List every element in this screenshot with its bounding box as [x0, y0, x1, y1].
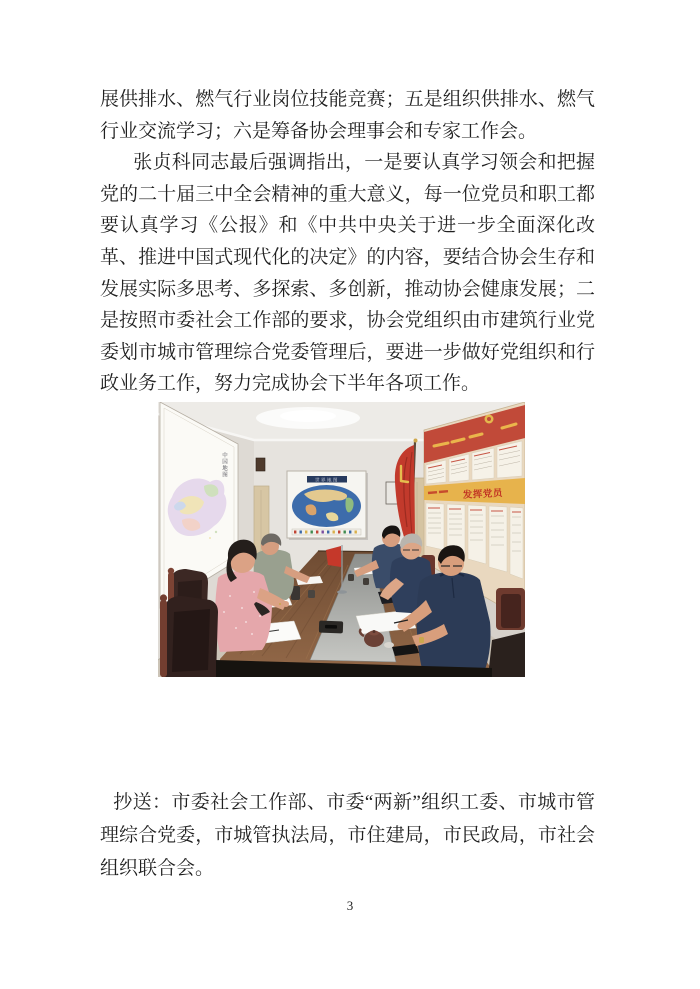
cc-note: 抄送：市委社会工作部、市委“两新”组织工委、市城市管理综合党委，市城管执法局，市住建局，市民政局，市社会组织联合会。 — [100, 792, 595, 879]
meeting-room-scene — [158, 402, 525, 677]
cup — [308, 590, 315, 598]
body-text — [100, 84, 595, 400]
cup — [363, 578, 369, 585]
paragraph-continued: 展供排水、燃气行业岗位技能竞赛；五是组织供排水、燃气行业交流学习；六是筹备协会理事会和专家工作会。 — [100, 89, 595, 142]
china-map-title: 中国地图 — [221, 452, 227, 478]
board-headline: 发挥党员 — [462, 488, 504, 501]
cable-box — [319, 621, 343, 634]
wall-plaque — [256, 458, 265, 471]
paragraph-speech: 张贞科同志最后强调指出，一是要认真学习领会和把握党的二十届三中全会精神的重大意义，每一位党员和职工都要认真学习《公报》和《中共中央关于进一步全面深化改革、推进中国式现代化的决定》的内容，要结合协会生存和发展实际多思考、多探索、多创新，推动协会健康发展；二是按照市委社会工作部的要求，协会党组织由市建筑行业党委划市城市管理综合党委管理后，要进一步做好党组织和行政业务工作，努力完成协会下半年各项工作。 — [100, 152, 595, 395]
meeting-photo — [158, 402, 525, 677]
page-number: 3 — [346, 898, 354, 913]
world-map — [287, 471, 368, 540]
cup — [348, 574, 354, 581]
watch — [419, 637, 424, 643]
world-map-title: 世界地图 — [315, 477, 339, 483]
chair-left-near — [160, 594, 218, 677]
